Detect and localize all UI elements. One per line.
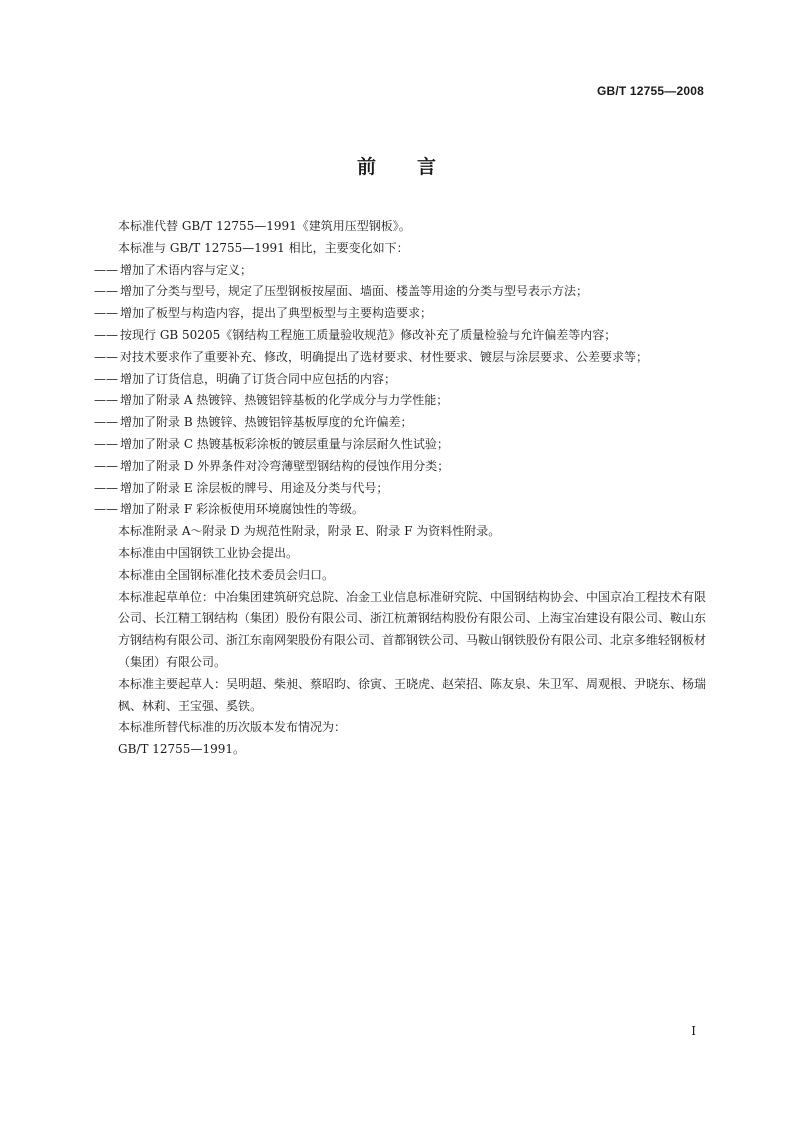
change-text: 对技术要求作了重要补充、修改，明确提出了选材要求、材性要求、镀层与涂层要求、公差要求等； bbox=[120, 349, 649, 364]
change-text: 增加了附录 E 涂层板的牌号、用途及分类与代号； bbox=[120, 480, 389, 495]
change-item bbox=[94, 390, 706, 412]
change-text: 增加了术语内容与定义； bbox=[120, 262, 253, 277]
page-title bbox=[0, 152, 794, 179]
title-char-right: 言 bbox=[417, 156, 438, 178]
change-text: 增加了附录 D 外界条件对冷弯薄壁型钢结构的侵蚀作用分类； bbox=[120, 458, 450, 473]
change-item bbox=[94, 347, 706, 369]
document-body bbox=[94, 216, 707, 761]
change-text: 增加了板型与构造内容，提出了典型板型与主要构造要求； bbox=[120, 306, 433, 321]
page-number: I bbox=[691, 1024, 696, 1038]
proposer-note: 本标准由中国钢铁工业协会提出。 bbox=[118, 545, 299, 560]
appendix-note: 本标准附录 A～附录 D 为规范性附录，附录 E、附录 F 为资料性附录。 bbox=[118, 524, 501, 539]
change-item bbox=[94, 499, 706, 521]
change-item bbox=[94, 260, 706, 282]
dash-marker: —— bbox=[94, 284, 118, 299]
title-char-left: 前 bbox=[356, 156, 377, 178]
change-text: 增加了附录 B 热镀锌、热镀铝锌基板厚度的允许偏差； bbox=[120, 415, 413, 430]
dash-marker: —— bbox=[94, 436, 118, 451]
change-text: 增加了附录 F 彩涂板使用环境腐蚀性的等级。 bbox=[120, 502, 364, 517]
dash-marker: —— bbox=[94, 458, 118, 473]
dash-marker: —— bbox=[94, 306, 118, 321]
dash-marker: —— bbox=[94, 415, 118, 430]
dash-marker: —— bbox=[94, 327, 118, 342]
change-item bbox=[94, 456, 706, 478]
change-item bbox=[94, 369, 706, 391]
change-item bbox=[94, 434, 706, 456]
change-item bbox=[94, 281, 706, 303]
change-text: 增加了附录 A 热镀锌、热镀铝锌基板的化学成分与力学性能； bbox=[120, 393, 449, 408]
history-intro: 本标准所替代标准的历次版本发布情况为： bbox=[118, 720, 347, 735]
intro-paragraph: 本标准与 GB/T 12755—1991 相比，主要变化如下： bbox=[118, 240, 409, 255]
main-drafters: 本标准主要起草人：吴明超、柴昶、蔡昭昀、徐寅、王晓虎、赵荣招、陈友泉、朱卫军、周观根、尹晓东、杨瑞枫、林莉、王宝强、奚铁。 bbox=[118, 676, 707, 713]
history-version: GB/T 12755—1991。 bbox=[118, 742, 245, 757]
change-text: 增加了附录 C 热镀基板彩涂板的镀层重量与涂层耐久性试验； bbox=[120, 436, 449, 451]
dash-marker: —— bbox=[94, 349, 118, 364]
dash-marker: —— bbox=[94, 393, 118, 408]
change-text: 增加了订货信息，明确了订货合同中应包括的内容； bbox=[120, 371, 397, 386]
intro-paragraph: 本标准代替 GB/T 12755—1991《建筑用压型钢板》。 bbox=[118, 219, 411, 233]
change-item bbox=[94, 303, 706, 325]
change-item bbox=[94, 412, 706, 434]
dash-marker: —— bbox=[94, 502, 118, 517]
change-item bbox=[94, 478, 706, 500]
change-text: 增加了分类与型号，规定了压型钢板按屋面、墙面、楼盖等用途的分类与型号表示方法； bbox=[120, 284, 589, 299]
standard-code: GB/T 12755—2008 bbox=[596, 84, 704, 98]
dash-marker: —— bbox=[94, 480, 118, 495]
dash-marker: —— bbox=[94, 262, 118, 277]
change-text: 按现行 GB 50205《钢结构工程施工质量验收规范》修改补充了质量检验与允许偏差等内容； bbox=[120, 327, 617, 342]
drafting-units: 本标准起草单位：中冶集团建筑研究总院、冶金工业信息标准研究院、中国钢结构协会、中国京冶工程技术有限公司、长江精工钢结构（集团）股份有限公司、浙江杭萧钢结构股份有限公司、上海宝冶建设有限公司、鞍山东方钢结构有限公司、浙江东南网架股份有限公司、首都钢铁公司、马鞍山钢铁股份有限公司、北京多维轻钢板材（集团）有限公司。 bbox=[118, 589, 707, 669]
change-item bbox=[94, 325, 706, 347]
dash-marker: —— bbox=[94, 371, 118, 386]
changes-list bbox=[94, 260, 706, 522]
committee-note: 本标准由全国钢标准化技术委员会归口。 bbox=[118, 567, 335, 582]
